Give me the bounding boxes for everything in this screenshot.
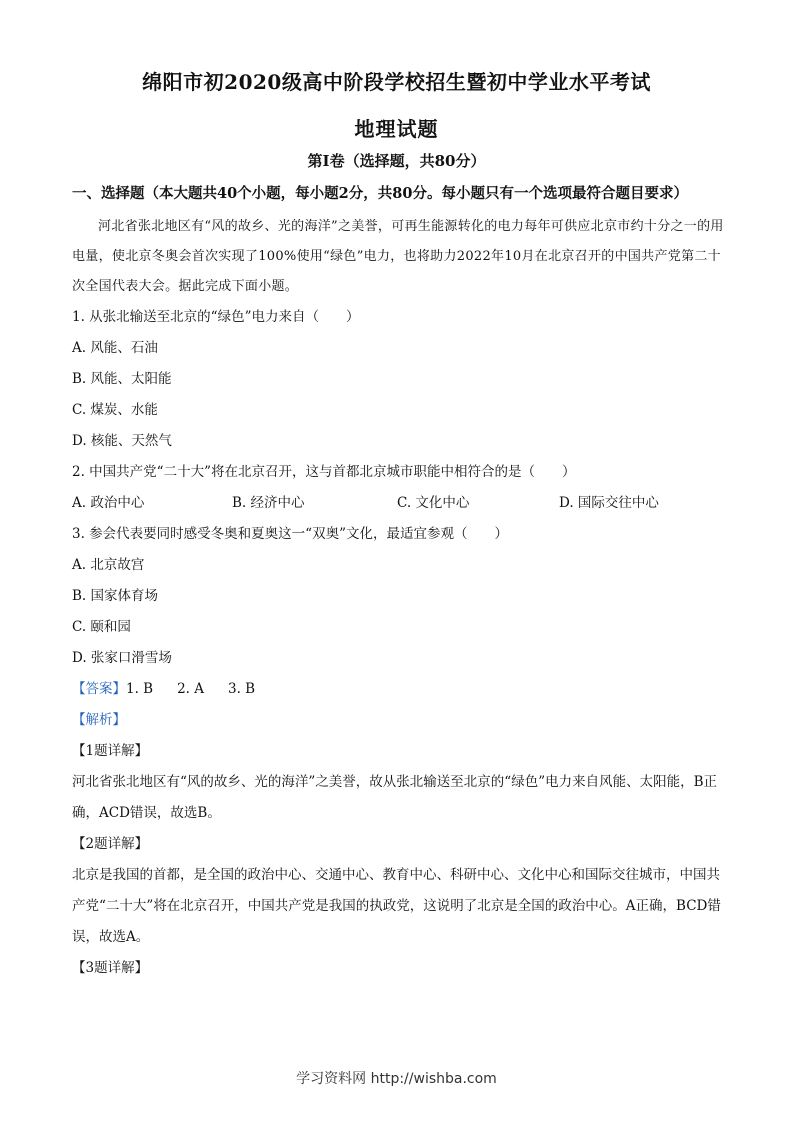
question-3-option-d: D. 张家口滑雪场	[72, 650, 172, 666]
question-1-option-d: D. 核能、天然气	[72, 433, 172, 449]
detail-2-text: 北京是我国的首都，是全国的政治中心、交通中心、教育中心、科研中心、文化中心和国际交往城市，中国共产党“二十大”将在北京召开，中国共产党是我国的执政党，这说明了北京是全国的政治中心。A正确，BCD错误，故选A。	[72, 867, 721, 945]
reading-passage: 河北省张北地区有“风的故乡、光的海洋”之美誉，可再生能源转化的电力每年可供应北京市约十分之一的用电量，使北京冬奥会首次实现了100%使用“绿色”电力，也将助力2022年10月在北京召开的中国共产党第二十次全国代表大会。据此完成下面小题。	[72, 219, 724, 294]
question-1-option-a: A. 风能、石油	[72, 340, 158, 356]
analysis-tag: 【解析】	[72, 712, 126, 728]
question-2-stem: 2. 中国共产党“二十大”将在北京召开，这与首都北京城市职能中相符合的是（ ）	[72, 464, 576, 480]
footer-watermark: 学习资料网 http://wishba.com	[296, 1071, 497, 1087]
question-2-option-d: D. 国际交往中心	[559, 495, 659, 511]
question-2-options	[72, 488, 724, 519]
question-3-stem: 3. 参会代表要同时感受冬奥和夏奥这一“双奥”文化，最适宜参观（ ）	[72, 526, 508, 542]
section-heading: 一、选择题（本大题共40个小题，每小题2分，共80分。每小题只有一个选项最符合题目要求）	[72, 185, 688, 202]
answer-line	[72, 674, 724, 705]
detail-1-text: 河北省张北地区有“风的故乡、光的海洋”之美誉，故从张北输送至北京的“绿色”电力来自风能、太阳能，B正确，ACD错误，故选B。	[72, 774, 718, 821]
detail-2-heading: 【2题详解】	[72, 836, 149, 852]
question-2-option-b: B. 经济中心	[232, 495, 305, 511]
question-3-option-a: A. 北京故宫	[72, 557, 145, 573]
question-3-option-c: C. 颐和园	[72, 619, 131, 635]
question-2-option-a: A. 政治中心	[72, 495, 145, 511]
exam-title: 绵阳市初2020级高中阶段学校招生暨初中学业水平考试	[142, 70, 651, 94]
question-1-option-b: B. 风能、太阳能	[72, 371, 172, 387]
exam-body	[72, 180, 724, 984]
question-2-option-c: C. 文化中心	[397, 495, 470, 511]
answer-3: 3. B	[228, 681, 256, 697]
part-heading: 第Ⅰ卷（选择题，共80分）	[307, 152, 486, 170]
detail-3-heading: 【3题详解】	[72, 960, 149, 976]
answer-2: 2. A	[177, 681, 205, 697]
exam-subtitle: 地理试题	[354, 117, 439, 141]
answer-tag: 【答案】	[72, 681, 126, 697]
question-1-stem: 1. 从张北输送至北京的“绿色”电力来自（ ）	[72, 309, 360, 325]
question-3-option-b: B. 国家体育场	[72, 588, 159, 604]
answer-1: 1. B	[126, 681, 154, 697]
detail-1-heading: 【1题详解】	[72, 743, 149, 759]
question-1-option-c: C. 煤炭、水能	[72, 402, 158, 418]
